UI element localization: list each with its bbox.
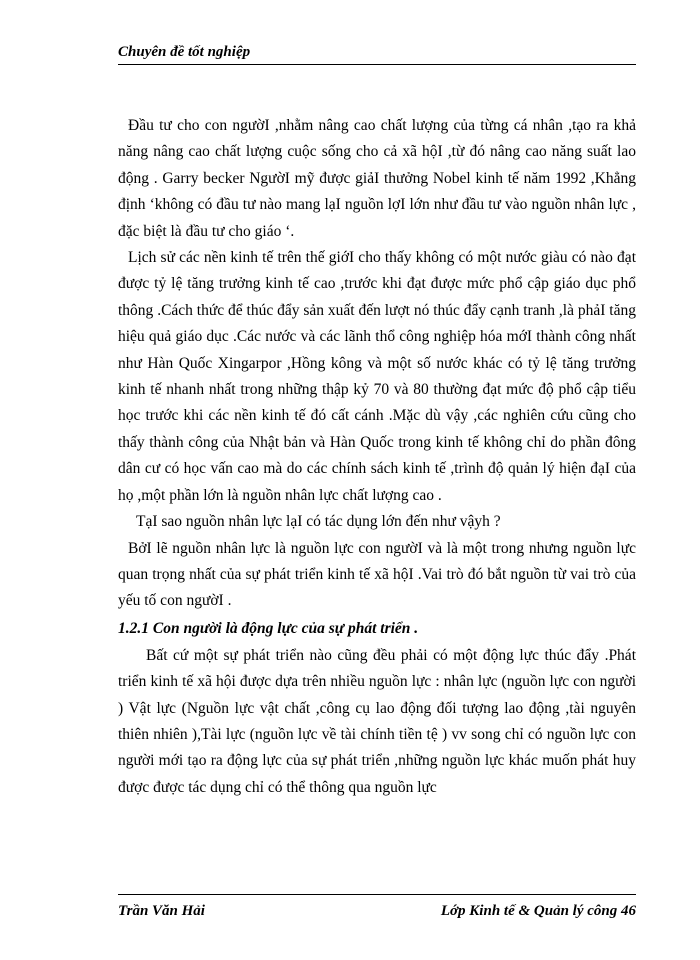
paragraph-investment: Đầu tư cho con ngườI ,nhằm nâng cao chất lượng của từng cá nhân ,tạo ra khả năng nâng cao chất lượng cuộc sống cho cả xã hộI ,từ đó nâng cao năng suất lao động . Garry becker NgườI mỹ được giảI thưởng Nobel kinh tế năm 1992 ,Khẳng định ‘không có đầu tư nào mang lạI nguồn lợI lớn như đầu tư vào nguồn nhân lực , đặc biệt là đầu tư cho giáo ‘. bbox=[118, 117, 636, 240]
page-footer bbox=[118, 894, 636, 921]
document-title: Chuyên đề tốt nghiệp bbox=[118, 44, 251, 60]
page-header bbox=[118, 42, 636, 65]
paragraph-history: Lịch sử các nền kinh tế trên thế giớI cho thấy không có một nước giàu có nào đạt được tỷ lệ tăng trưởng kinh tế cao ,trước khi đạt được mức phổ cập giáo dục phổ thông .Cách thức để thúc đẩy sản xuất đến lượt nó thúc đẩy cạnh tranh ,là phảI tăng hiệu quả giáo dục .Các nước và các lãnh thổ công nghiệp hóa mớI thành công nhất như Hàn Quốc Xingarpor ,Hồng kông và một số nước khác có tỷ lệ tăng trưởng kinh tế nhanh nhất trong những thập kỷ 70 và 80 thường đạt mức độ phổ cập tiểu học trước khi các nền kinh tế đó cất cánh .Mặc dù vậy ,các nghiên cứu cũng cho thấy thành công của Nhật bản và Hàn Quốc trong kinh tế không chỉ do phần đông dân cư có học vấn cao mà do các chính sách kinh tế ,trình độ quản lý hiện đạI của họ ,một phần lớn là nguồn nhân lực chất lượng cao . bbox=[118, 249, 636, 504]
document-body bbox=[118, 113, 636, 801]
footer-class: Lớp Kinh tế & Quản lý công 46 bbox=[440, 903, 636, 919]
section-heading: 1.2.1 Con người là động lực của sự phát triển . bbox=[118, 619, 419, 637]
footer-author: Trần Văn Hải bbox=[118, 903, 205, 919]
paragraph-driving-force: Bất cứ một sự phát triển nào cũng đều phải có một động lực thúc đẩy .Phát triển kinh tế xã hội được dựa trên nhiều nguồn lực : nhân lực (nguồn lực con người ) Vật lực (Nguồn lực vật chất ,công cụ lao động đối tượng lao động ,tài nguyên thiên nhiên ),Tài lực (nguồn lực về tài chính tiền tệ ) vv song chỉ có nguồn lực con người mới tạo ra động lực của sự phát triển ,những nguồn lực khác muốn phát huy được được tác dụng chỉ có thể thông qua nguồn lực bbox=[118, 646, 636, 796]
paragraph-question: TạI sao nguồn nhân lực lạI có tác dụng lớn đến như vậyh ? bbox=[136, 513, 501, 531]
paragraph-reason: BởI lẽ nguồn nhân lực là nguồn lực con ngườI và là một trong nhưng nguồn lực quan trọng nhất của sự phát triển kinh tế xã hộI .Vai trò đó bắt nguồn từ vai trò của yếu tố con ngườI . bbox=[118, 539, 636, 610]
